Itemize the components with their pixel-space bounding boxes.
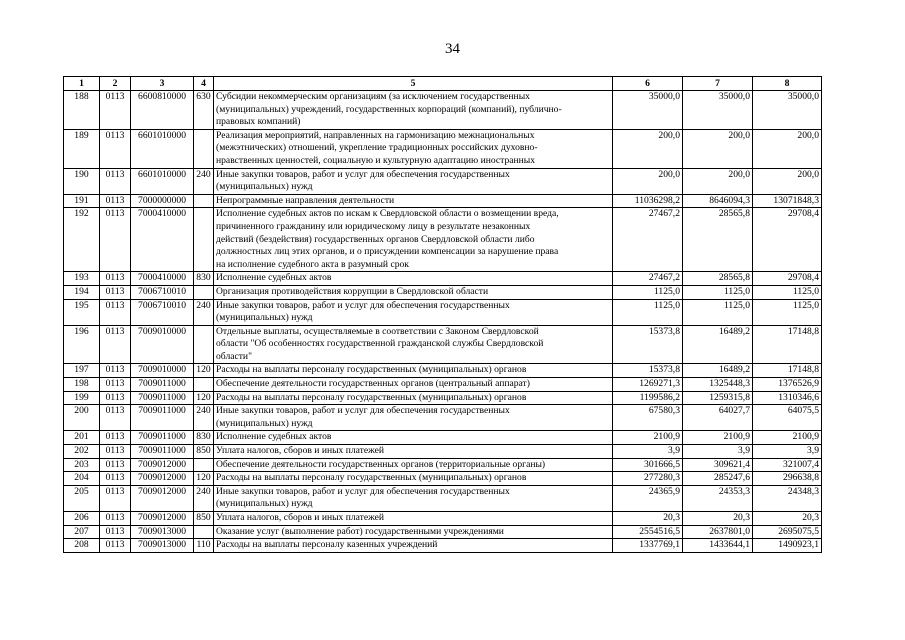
amount-cell-1: 2100,9 (613, 431, 683, 445)
item-name-cell (214, 378, 613, 392)
section-code-cell: 0113 (100, 431, 131, 445)
amount-cell-1: 1199586,2 (613, 391, 683, 405)
amount-cell-2: 1433644,1 (683, 539, 753, 553)
header-cell: 8 (753, 77, 822, 91)
row-number-cell: 198 (64, 378, 100, 392)
amount-cell-1: 200,0 (613, 129, 683, 168)
row-number-cell: 207 (64, 525, 100, 539)
amount-cell-1: 277280,3 (613, 472, 683, 486)
row-number-cell: 190 (64, 168, 100, 194)
item-name-cell (214, 364, 613, 378)
target-article-cell: 7009013000 (131, 539, 194, 553)
table-body (64, 91, 822, 553)
target-article-cell: 7000000000 (131, 194, 194, 208)
section-code-cell: 0113 (100, 391, 131, 405)
table-row (64, 512, 822, 526)
target-article-cell: 7009011000 (131, 431, 194, 445)
amount-cell-3: 3,9 (753, 445, 822, 459)
amount-cell-2: 1325448,3 (683, 378, 753, 392)
amount-cell-3: 2100,9 (753, 431, 822, 445)
amount-cell-2: 1259315,8 (683, 391, 753, 405)
section-code-cell: 0113 (100, 512, 131, 526)
table-row (64, 391, 822, 405)
item-name-cell (214, 91, 613, 130)
item-name-line: Оказание услуг (выполнение работ) государственными учреждениями (216, 525, 504, 537)
amount-cell-3: 321007,4 (753, 458, 822, 472)
row-number-cell: 194 (64, 285, 100, 299)
expense-type-cell: 120 (194, 364, 214, 378)
item-name-line: нравственных ценностей, социальную и культурную адаптацию иностранных (216, 154, 536, 166)
item-name-line: Субсидии некоммерческим организациям (за исключением государственных (216, 91, 530, 102)
target-article-cell: 7009010000 (131, 325, 194, 364)
amount-cell-1: 1125,0 (613, 285, 683, 299)
table-row (64, 325, 822, 364)
table-row (64, 472, 822, 486)
expense-type-cell: 630 (194, 91, 214, 130)
amount-cell-1: 20,3 (613, 512, 683, 526)
amount-cell-2: 2637801,0 (683, 525, 753, 539)
item-name-line: Исполнение судебных актов (216, 272, 332, 284)
row-number-cell: 201 (64, 431, 100, 445)
target-article-cell: 7006710010 (131, 299, 194, 325)
row-number-cell: 192 (64, 208, 100, 272)
amount-cell-3: 17148,8 (753, 364, 822, 378)
item-name-line: на исполнение судебного акта в разумный срок (216, 258, 409, 270)
row-number-cell: 188 (64, 91, 100, 130)
target-article-cell: 7009011000 (131, 445, 194, 459)
page-number: 34 (445, 41, 460, 57)
expense-type-cell: 120 (194, 391, 214, 405)
section-code-cell: 0113 (100, 458, 131, 472)
amount-cell-1: 15373,8 (613, 364, 683, 378)
table-row (64, 168, 822, 194)
table-row (64, 405, 822, 431)
item-name-line: действий (бездействия) государственных органов Свердловской области либо (216, 233, 535, 245)
item-name-line: Организация противодействия коррупции в Свердловской области (216, 285, 489, 297)
item-name-line: Уплата налогов, сборов и иных платежей (216, 512, 385, 523)
row-number-cell: 208 (64, 539, 100, 553)
item-name-cell (214, 299, 613, 325)
amount-cell-3: 1490923,1 (753, 539, 822, 553)
amount-cell-3: 2695075,5 (753, 525, 822, 539)
header-cell: 6 (613, 77, 683, 91)
amount-cell-3: 29708,4 (753, 272, 822, 286)
row-number-cell: 206 (64, 512, 100, 526)
table-row (64, 194, 822, 208)
table-row (64, 272, 822, 286)
target-article-cell: 7009012000 (131, 512, 194, 526)
amount-cell-2: 8646094,3 (683, 194, 753, 208)
expense-type-cell (194, 285, 214, 299)
target-article-cell: 7006710010 (131, 285, 194, 299)
section-code-cell: 0113 (100, 485, 131, 511)
expense-type-cell: 240 (194, 485, 214, 511)
item-name-cell (214, 391, 613, 405)
item-name-cell (214, 485, 613, 511)
section-code-cell: 0113 (100, 325, 131, 364)
section-code-cell: 0113 (100, 378, 131, 392)
target-article-cell: 7000410000 (131, 272, 194, 286)
expense-type-cell (194, 378, 214, 392)
target-article-cell: 6601010000 (131, 129, 194, 168)
item-name-line: Расходы на выплаты персоналу государственных (муниципальных) органов (216, 364, 527, 376)
row-number-cell: 196 (64, 325, 100, 364)
header-cell: 2 (100, 77, 131, 91)
item-name-line: правовых компаний) (216, 116, 301, 128)
section-code-cell: 0113 (100, 194, 131, 208)
amount-cell-2: 16489,2 (683, 325, 753, 364)
item-name-line: Иные закупки товаров, работ и услуг для обеспечения государственных (216, 485, 510, 497)
amount-cell-3: 20,3 (753, 512, 822, 526)
section-code-cell: 0113 (100, 272, 131, 286)
expense-type-cell (194, 129, 214, 168)
row-number-cell: 189 (64, 129, 100, 168)
amount-cell-3: 24348,3 (753, 485, 822, 511)
row-number-cell: 191 (64, 194, 100, 208)
section-code-cell: 0113 (100, 445, 131, 459)
item-name-line: Исполнение судебных актов (216, 431, 332, 443)
section-code-cell: 0113 (100, 168, 131, 194)
row-number-cell: 195 (64, 299, 100, 325)
item-name-cell (214, 431, 613, 445)
amount-cell-1: 35000,0 (613, 91, 683, 130)
item-name-line: Иные закупки товаров, работ и услуг для обеспечения государственных (216, 405, 510, 417)
header-cell: 3 (131, 77, 194, 91)
amount-cell-3: 35000,0 (753, 91, 822, 130)
table-row (64, 539, 822, 553)
section-code-cell: 0113 (100, 208, 131, 272)
item-name-line: области" (216, 350, 252, 362)
item-name-line: причиненного гражданину или юридическому лицу в результате незаконных (216, 220, 531, 232)
target-article-cell: 7009013000 (131, 525, 194, 539)
section-code-cell: 0113 (100, 472, 131, 486)
amount-cell-3: 200,0 (753, 129, 822, 168)
section-code-cell: 0113 (100, 299, 131, 325)
header-cell: 5 (214, 77, 613, 91)
table-row (64, 458, 822, 472)
table-row (64, 129, 822, 168)
expense-type-cell: 110 (194, 539, 214, 553)
item-name-line: Расходы на выплаты персоналу казенных учреждений (216, 539, 438, 551)
section-code-cell: 0113 (100, 91, 131, 130)
target-article-cell: 7000410000 (131, 208, 194, 272)
expense-type-cell (194, 525, 214, 539)
item-name-line: Отдельные выплаты, осуществляемые в соответствии с Законом Свердловской (216, 325, 539, 337)
table-row (64, 299, 822, 325)
table-row (64, 378, 822, 392)
amount-cell-1: 1125,0 (613, 299, 683, 325)
item-name-cell (214, 445, 613, 459)
item-name-line: Обеспечение деятельности государственных органов (центральный аппарат) (216, 378, 530, 390)
amount-cell-3: 17148,8 (753, 325, 822, 364)
item-name-line: Исполнение судебных актов по искам к Свердловской области о возмещении вреда, (216, 208, 559, 220)
amount-cell-1: 3,9 (613, 445, 683, 459)
amount-cell-1: 200,0 (613, 168, 683, 194)
table-row (64, 208, 822, 272)
amount-cell-2: 200,0 (683, 168, 753, 194)
amount-cell-1: 1269271,3 (613, 378, 683, 392)
expense-type-cell: 850 (194, 512, 214, 526)
item-name-line: (муниципальных) учреждений, государственных корпораций (компаний), публично- (216, 103, 562, 115)
item-name-line: Непрограммные направления деятельности (216, 194, 395, 206)
header-cell: 1 (64, 77, 100, 91)
amount-cell-2: 309621,4 (683, 458, 753, 472)
item-name-line: Иные закупки товаров, работ и услуг для обеспечения государственных (216, 299, 510, 311)
target-article-cell: 7009010000 (131, 364, 194, 378)
section-code-cell: 0113 (100, 405, 131, 431)
item-name-line: Расходы на выплаты персоналу государственных (муниципальных) органов (216, 391, 527, 403)
amount-cell-3: 13071848,3 (753, 194, 822, 208)
target-article-cell: 6600810000 (131, 91, 194, 130)
amount-cell-3: 200,0 (753, 168, 822, 194)
row-number-cell: 203 (64, 458, 100, 472)
target-article-cell: 7009011000 (131, 405, 194, 431)
expense-type-cell: 240 (194, 299, 214, 325)
item-name-cell (214, 458, 613, 472)
row-number-cell: 197 (64, 364, 100, 378)
amount-cell-3: 296638,8 (753, 472, 822, 486)
item-name-line: (муниципальных) нужд (216, 181, 313, 193)
table-row (64, 91, 822, 130)
amount-cell-3: 64075,5 (753, 405, 822, 431)
section-code-cell: 0113 (100, 285, 131, 299)
table-row (64, 431, 822, 445)
section-code-cell: 0113 (100, 364, 131, 378)
table-row (64, 285, 822, 299)
item-name-cell (214, 525, 613, 539)
amount-cell-3: 1310346,6 (753, 391, 822, 405)
item-name-cell (214, 129, 613, 168)
row-number-cell: 204 (64, 472, 100, 486)
amount-cell-2: 28565,8 (683, 208, 753, 272)
amount-cell-1: 24365,9 (613, 485, 683, 511)
target-article-cell: 6601010000 (131, 168, 194, 194)
item-name-cell (214, 194, 613, 208)
header-cell: 4 (194, 77, 214, 91)
item-name-line: Иные закупки товаров, работ и услуг для обеспечения государственных (216, 168, 510, 180)
target-article-cell: 7009012000 (131, 458, 194, 472)
amount-cell-2: 24353,3 (683, 485, 753, 511)
item-name-cell (214, 168, 613, 194)
item-name-line: Обеспечение деятельности государственных органов (территориальные органы) (216, 458, 546, 470)
item-name-line: (муниципальных) нужд (216, 498, 313, 510)
row-number-cell: 199 (64, 391, 100, 405)
item-name-line: (муниципальных) нужд (216, 312, 313, 324)
row-number-cell: 202 (64, 445, 100, 459)
amount-cell-1: 11036298,2 (613, 194, 683, 208)
item-name-line: (межэтнических) отношений, укрепление традиционных российских духовно- (216, 142, 538, 154)
item-name-cell (214, 325, 613, 364)
amount-cell-2: 64027,7 (683, 405, 753, 431)
header-row (64, 77, 822, 91)
amount-cell-2: 1125,0 (683, 285, 753, 299)
amount-cell-2: 16489,2 (683, 364, 753, 378)
section-code-cell: 0113 (100, 129, 131, 168)
section-code-cell: 0113 (100, 525, 131, 539)
amount-cell-3: 29708,4 (753, 208, 822, 272)
expense-type-cell (194, 208, 214, 272)
item-name-line: должностных лиц этих органов, и о присуждении компенсации за нарушение права (216, 246, 559, 258)
amount-cell-1: 15373,8 (613, 325, 683, 364)
expense-type-cell (194, 194, 214, 208)
amount-cell-2: 200,0 (683, 129, 753, 168)
row-number-cell: 193 (64, 272, 100, 286)
amount-cell-3: 1376526,9 (753, 378, 822, 392)
amount-cell-2: 35000,0 (683, 91, 753, 130)
item-name-cell (214, 405, 613, 431)
target-article-cell: 7009011000 (131, 378, 194, 392)
item-name-cell (214, 539, 613, 553)
item-name-cell (214, 285, 613, 299)
expense-type-cell: 240 (194, 405, 214, 431)
amount-cell-1: 27467,2 (613, 272, 683, 286)
amount-cell-2: 28565,8 (683, 272, 753, 286)
item-name-line: Уплата налогов, сборов и иных платежей (216, 445, 385, 457)
amount-cell-1: 2554516,5 (613, 525, 683, 539)
target-article-cell: 7009011000 (131, 391, 194, 405)
target-article-cell: 7009012000 (131, 472, 194, 486)
amount-cell-1: 27467,2 (613, 208, 683, 272)
item-name-line: Реализация мероприятий, направленных на гармонизацию межнациональных (216, 129, 535, 141)
header-cell: 7 (683, 77, 753, 91)
expense-type-cell (194, 325, 214, 364)
amount-cell-1: 301666,5 (613, 458, 683, 472)
expense-type-cell: 830 (194, 431, 214, 445)
expense-type-cell: 830 (194, 272, 214, 286)
item-name-cell (214, 472, 613, 486)
table-row (64, 485, 822, 511)
amount-cell-2: 1125,0 (683, 299, 753, 325)
row-number-cell: 205 (64, 485, 100, 511)
expense-type-cell (194, 458, 214, 472)
amount-cell-3: 1125,0 (753, 299, 822, 325)
table-row (64, 364, 822, 378)
item-name-cell (214, 272, 613, 286)
item-name-line: области "Об особенностях государственной гражданской службы Свердловской (216, 338, 544, 350)
amount-cell-2: 3,9 (683, 445, 753, 459)
item-name-cell (214, 512, 613, 526)
amount-cell-1: 67580,3 (613, 405, 683, 431)
target-article-cell: 7009012000 (131, 485, 194, 511)
amount-cell-2: 20,3 (683, 512, 753, 526)
amount-cell-1: 1337769,1 (613, 539, 683, 553)
expense-type-cell: 120 (194, 472, 214, 486)
expense-type-cell: 240 (194, 168, 214, 194)
row-number-cell: 200 (64, 405, 100, 431)
amount-cell-2: 285247,6 (683, 472, 753, 486)
item-name-cell (214, 208, 613, 272)
item-name-line: Расходы на выплаты персоналу государственных (муниципальных) органов (216, 472, 527, 484)
item-name-line: (муниципальных) нужд (216, 417, 313, 429)
amount-cell-2: 2100,9 (683, 431, 753, 445)
expense-type-cell: 850 (194, 445, 214, 459)
table-row (64, 445, 822, 459)
budget-table (63, 76, 822, 553)
section-code-cell: 0113 (100, 539, 131, 553)
amount-cell-3: 1125,0 (753, 285, 822, 299)
table-row (64, 525, 822, 539)
